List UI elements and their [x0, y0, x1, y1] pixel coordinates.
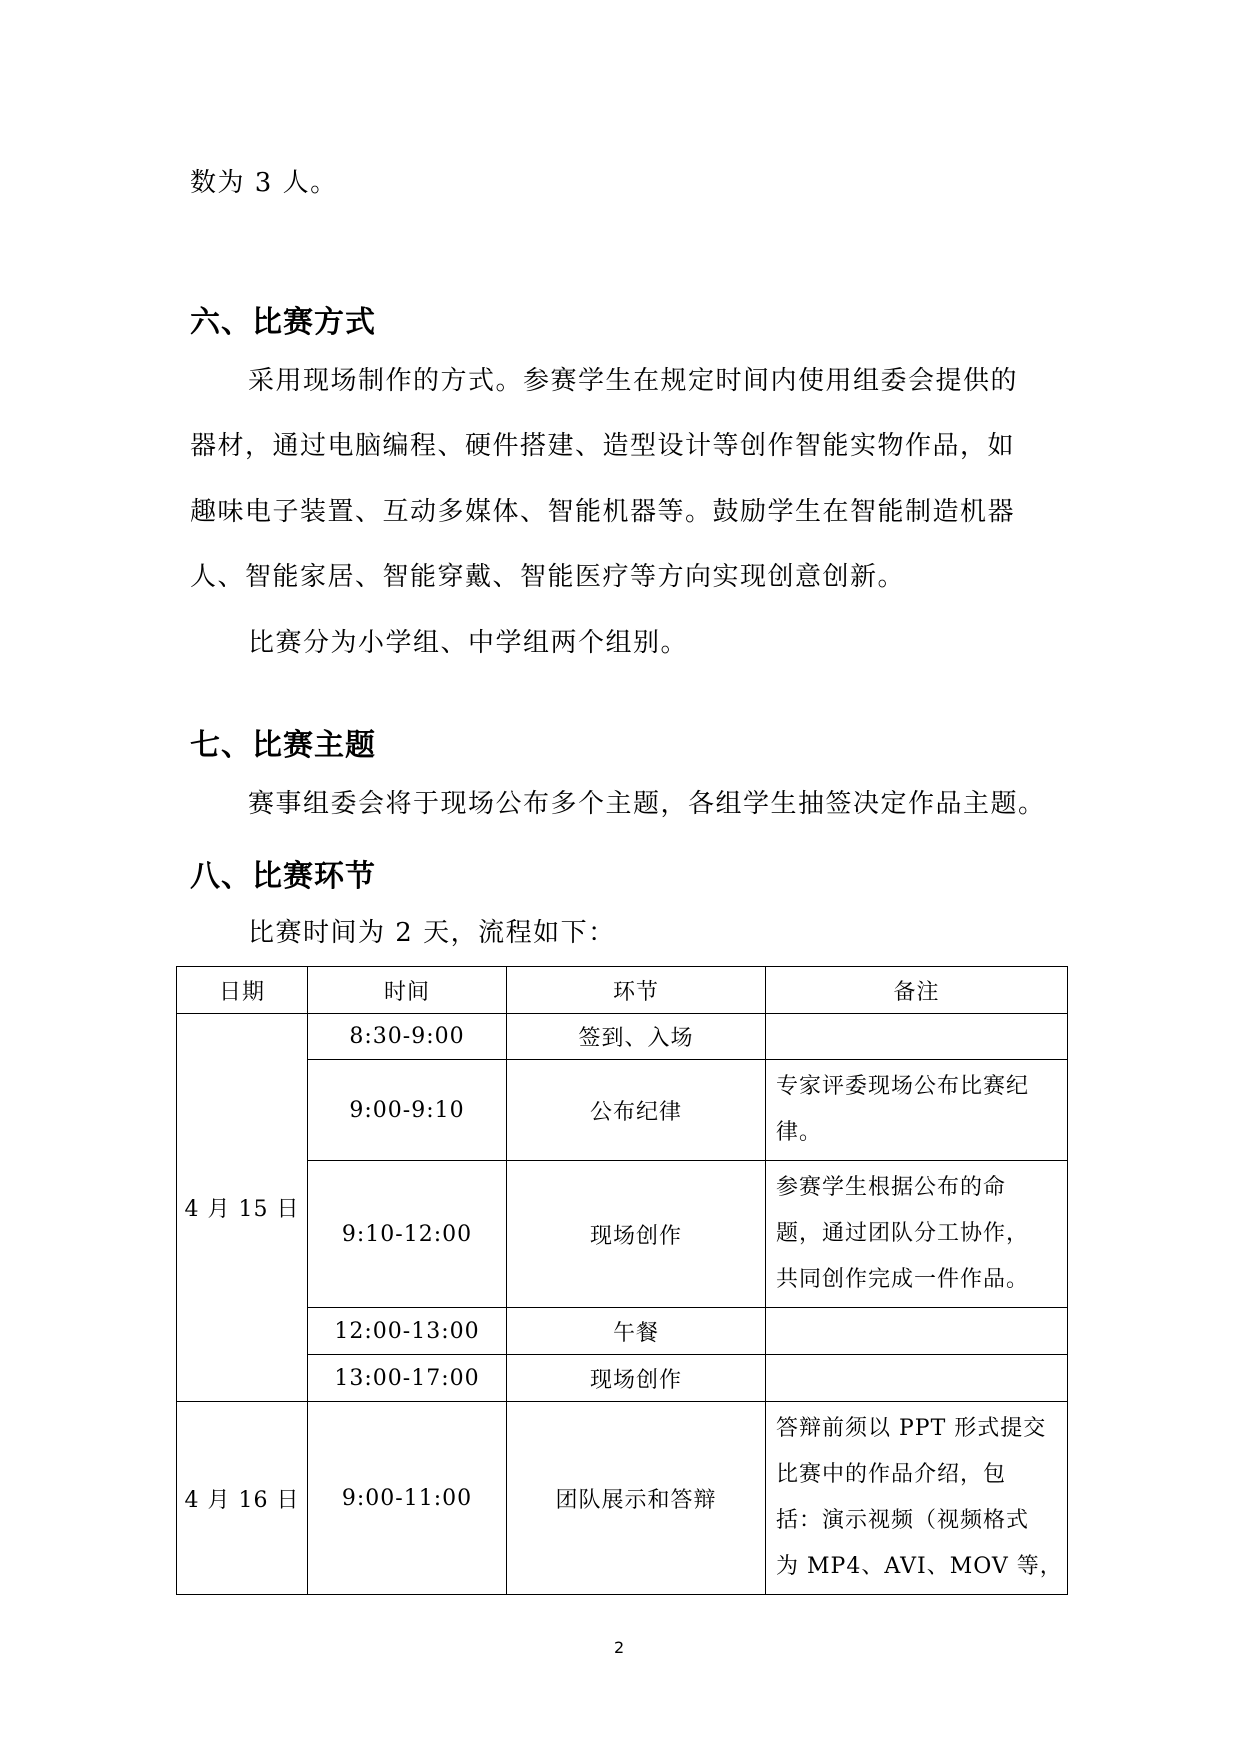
header-stage: 环节	[507, 967, 766, 1014]
note-line: 专家评委现场公布比赛纪	[776, 1074, 1030, 1099]
time-cell: 12:00-13:00	[308, 1308, 507, 1355]
time-cell: 9:00-11:00	[308, 1402, 507, 1595]
section-8-intro: 比赛时间为 2 天，流程如下：	[248, 918, 616, 948]
section-6-line-2: 器材，通过电脑编程、硬件搭建、造型设计等创作智能实物作品，如	[190, 431, 1016, 461]
table-row	[177, 1014, 1068, 1060]
note-line: 参赛学生根据公布的命	[776, 1175, 1007, 1200]
stage-cell: 午餐	[507, 1308, 766, 1355]
table-header-row	[177, 967, 1068, 1014]
note-line: 律。	[776, 1120, 823, 1145]
table-row	[177, 1060, 1068, 1161]
page-number: 2	[614, 1638, 625, 1657]
header-time: 时间	[308, 967, 507, 1014]
header-note: 备注	[766, 967, 1068, 1014]
section-6-line-1: 采用现场制作的方式。参赛学生在规定时间内使用组委会提供的	[248, 366, 1019, 396]
table-row	[177, 1355, 1068, 1402]
note-line: 共同创作完成一件作品。	[776, 1267, 1030, 1292]
time-cell: 9:00-9:10	[308, 1060, 507, 1161]
section-7-heading: 七、比赛主题	[190, 728, 376, 763]
section-6-heading: 六、比赛方式	[190, 305, 376, 340]
stage-cell: 公布纪律	[507, 1060, 766, 1161]
table-row	[177, 1402, 1068, 1595]
table-row	[177, 1161, 1068, 1308]
section-6-line-4: 人、智能家居、智能穿戴、智能医疗等方向实现创意创新。	[190, 562, 906, 592]
note-cell	[766, 1161, 1068, 1308]
note-cell	[766, 1308, 1068, 1355]
note-line: 题，通过团队分工协作，	[776, 1221, 1030, 1246]
stage-cell: 现场创作	[507, 1161, 766, 1308]
section-8-heading: 八、比赛环节	[190, 859, 376, 894]
date-cell: 4 月 15 日	[177, 1014, 308, 1402]
note-line: 为 MP4、AVI、MOV 等，	[776, 1554, 1063, 1579]
stage-cell: 签到、入场	[507, 1014, 766, 1060]
note-line: 答辩前须以 PPT 形式提交	[776, 1416, 1047, 1441]
note-line: 括：演示视频（视频格式	[776, 1508, 1030, 1533]
stage-cell: 现场创作	[507, 1355, 766, 1402]
note-cell	[766, 1014, 1068, 1060]
note-cell	[766, 1060, 1068, 1161]
note-line: 比赛中的作品介绍，包	[776, 1462, 1007, 1487]
time-cell: 8:30-9:00	[308, 1014, 507, 1060]
time-cell: 9:10-12:00	[308, 1161, 507, 1308]
time-cell: 13:00-17:00	[308, 1355, 507, 1402]
date-cell: 4 月 16 日	[177, 1402, 308, 1595]
header-date: 日期	[177, 967, 308, 1014]
schedule-table	[176, 966, 1068, 1595]
table-row	[177, 1308, 1068, 1355]
section-6-line-3: 趣味电子装置、互动多媒体、智能机器等。鼓励学生在智能制造机器	[190, 497, 1016, 527]
note-cell	[766, 1355, 1068, 1402]
continuation-text: 数为 3 人。	[190, 168, 338, 198]
section-7-text: 赛事组委会将于现场公布多个主题，各组学生抽签决定作品主题。	[248, 789, 1046, 819]
note-cell	[766, 1402, 1068, 1595]
stage-cell: 团队展示和答辩	[507, 1402, 766, 1595]
section-6-groups: 比赛分为小学组、中学组两个组别。	[248, 628, 689, 658]
